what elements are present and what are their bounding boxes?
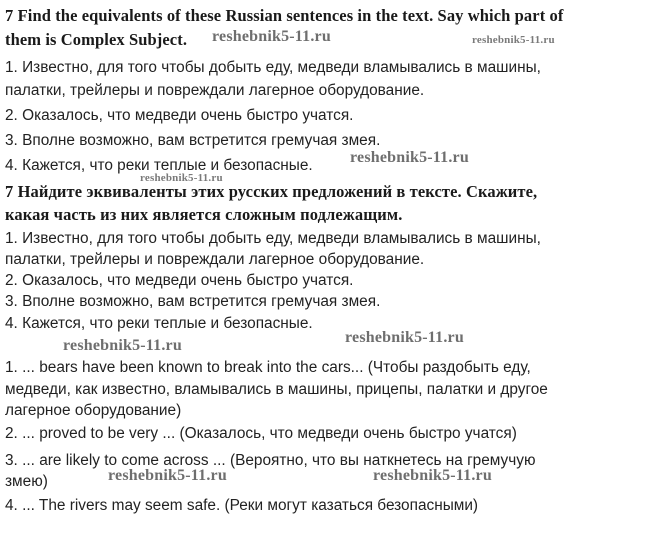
list-en-item-3: 3. Вполне возможно, вам встретится гремучая змея. [5, 132, 381, 149]
heading-ru-line2: какая часть из них является сложным подлежащим. [5, 205, 403, 224]
list-ru-item-1-line1: 1. Известно, для того чтобы добыть еду, медведи вламывались в машины, [5, 230, 541, 247]
list-en-item-2: 2. Оказалось, что медведи очень быстро учатся. [5, 107, 354, 124]
list-ru-item-1-line2: палатки, трейлеры и повреждали лагерное оборудование. [5, 251, 425, 268]
watermark: reshebnik5-11.ru [472, 34, 555, 46]
list-en-item-4: 4. Кажется, что реки теплые и безопасные. [5, 157, 313, 174]
answer-1-line2: медведи, как известно, вламывались в машины, прицепы, палатки и другое [5, 381, 548, 398]
list-en-item-1-line2: палатки, трейлеры и повреждали лагерное оборудование. [5, 82, 425, 99]
heading-en-line2: them is Complex Subject. [5, 30, 188, 49]
list-ru-item-4: 4. Кажется, что реки теплые и безопасные. [5, 315, 313, 332]
answer-2: 2. ... proved to be very ... (Оказалось, что медведи очень быстро учатся) [5, 425, 517, 442]
heading-ru-line1: 7 Найдите эквиваленты этих русских предложений в тексте. Скажите, [5, 182, 538, 201]
list-ru-item-3: 3. Вполне возможно, вам встретится гремучая змея. [5, 293, 381, 310]
list-en-item-1-line1: 1. Известно, для того чтобы добыть еду, медведи вламывались в машины, [5, 59, 541, 76]
answer-1-line1: 1. ... bears have been known to break into the cars... (Чтобы раздобыть еду, [5, 359, 531, 376]
answer-4: 4. ... The rivers may seem safe. (Реки могут казаться безопасными) [5, 497, 479, 514]
answer-3-line2: змею) [5, 473, 48, 490]
answer-1-line3: лагерное оборудование) [5, 402, 182, 419]
watermark: reshebnik5-11.ru [108, 467, 227, 484]
heading-en-line1: 7 Find the equivalents of these Russian sentences in the text. Say which part of [5, 6, 564, 25]
list-ru-item-2: 2. Оказалось, что медведи очень быстро учатся. [5, 272, 354, 289]
answer-3-line1: 3. ... are likely to come across ... (Вероятно, что вы наткнетесь на гремучую [5, 452, 536, 469]
watermark: reshebnik5-11.ru [63, 337, 182, 354]
watermark: reshebnik5-11.ru [140, 172, 223, 184]
watermark: reshebnik5-11.ru [345, 329, 464, 346]
watermark: reshebnik5-11.ru [212, 28, 331, 45]
watermark: reshebnik5-11.ru [373, 467, 492, 484]
watermark: reshebnik5-11.ru [350, 149, 469, 166]
